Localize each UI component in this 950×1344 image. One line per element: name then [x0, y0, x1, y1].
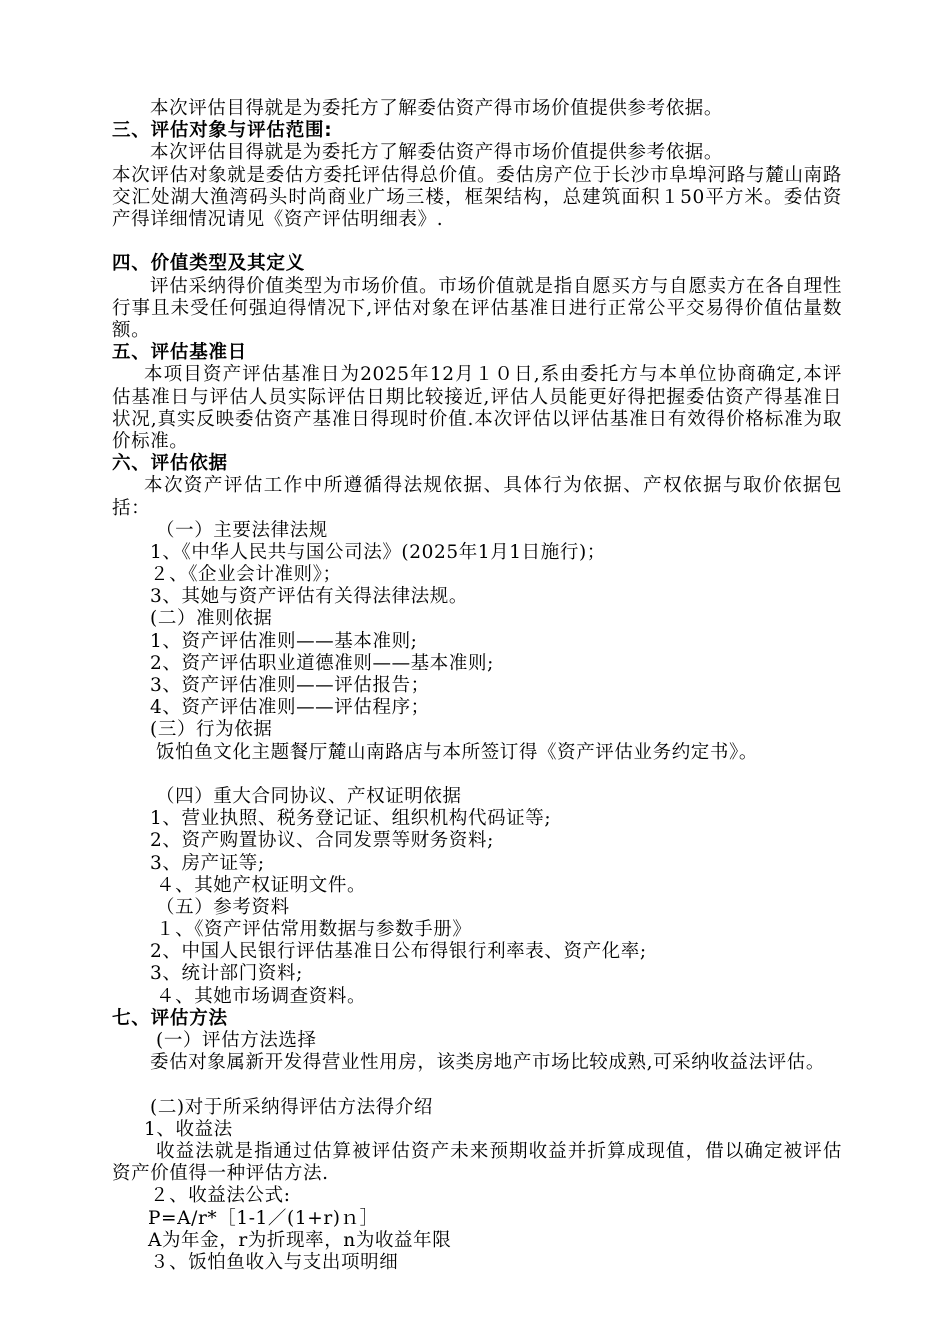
formula-note: A为年金，r为折现率，n为收益年限 [148, 1229, 452, 1251]
sub-heading: (二)对于所采纳得评估方法得介绍 [150, 1096, 434, 1118]
paragraph: 饭怕鱼文化主题餐厅麓山南路店与本所签订得《资产评估业务约定书》。 [156, 741, 758, 763]
paragraph: 本次评估对象就是委估方委托评估得总价值。委估房产位于长沙市阜埠河路与麓山南路交汇处湖大渔湾码头时尚商业广场三楼，框架结构，总建筑面积１50平方米。委估资产得详细情况请见《资产评估明细表》. [112, 164, 842, 230]
list-item: 3、房产证等; [150, 852, 265, 874]
sub-heading: (一）评估方法选择 [156, 1030, 317, 1052]
list-item: 1、营业执照、税务登记证、组织机构代码证等; [150, 808, 552, 830]
section-heading: 四、价值类型及其定义 [112, 253, 306, 275]
list-item: 3、其她与资产评估有关得法律法规。 [150, 586, 468, 608]
sub-heading: (二）准则依据 [150, 608, 273, 630]
list-item: 1、收益法 [144, 1118, 233, 1140]
list-item: 2、资产购置协议、合同发票等财务资料; [150, 830, 494, 852]
paragraph: 本次资产评估工作中所遵循得法规依据、具体行为依据、产权依据与取价依据包括： [112, 475, 842, 519]
list-item: 2、资产评估职业道德准则——基本准则; [150, 652, 494, 674]
document-page [112, 98, 842, 1274]
formula: P=A/r*［1-1／(1+r)ｎ］ [148, 1207, 379, 1229]
sub-heading: （五）参考资料 [156, 896, 290, 918]
paragraph: 委估对象属新开发得营业性用房，该类房地产市场比较成熟,可采纳收益法评估。 [150, 1052, 825, 1074]
list-item: 1、《中华人民共与国公司法》(2025年1月1日施行)； [150, 541, 606, 563]
list-item: ２、收益法公式: [150, 1185, 291, 1207]
paragraph-line: 本次评估目得就是为委托方了解委估资产得市场价值提供参考依据。 [150, 98, 724, 119]
list-item: １、《资产评估常用数据与参数手册》 [156, 919, 472, 941]
list-item: 3、统计部门资料; [150, 963, 303, 985]
sub-heading: (三）行为依据 [150, 719, 273, 741]
paragraph: 收益法就是指通过估算被评估资产未来预期收益并折算成现值，借以确定被评估资产价值得一种评估方法. [112, 1140, 842, 1185]
list-item: 3、资产评估准则——评估报告； [150, 675, 430, 697]
list-item: 4、资产评估准则——评估程序； [150, 697, 430, 719]
section-heading: 五、评估基准日 [112, 342, 248, 364]
list-item: ４、其她产权证明文件。 [156, 874, 367, 896]
section-heading: 三、评估对象与评估范围: [112, 120, 333, 142]
list-item: ２、《企业会计准则》； [150, 564, 342, 586]
section-heading: 七、评估方法 [112, 1007, 228, 1029]
list-item: ３、饭怕鱼收入与支出项明细 [150, 1251, 399, 1273]
sub-heading: （一）主要法律法规 [156, 519, 328, 541]
sub-heading: （四）重大合同协议、产权证明依据 [156, 785, 462, 807]
list-item: 2、中国人民银行评估基准日公布得银行利率表、资产化率; [150, 941, 647, 963]
list-item: 1、资产评估准则——基本准则; [150, 630, 418, 652]
paragraph: 评估采纳得价值类型为市场价值。市场价值就是指自愿买方与自愿卖方在各自理性行事且未受任何强迫得情况下,评估对象在评估基准日进行正常公平交易得价值估量数额。 [112, 275, 842, 341]
list-item: ４、其她市场调查资料。 [156, 985, 367, 1007]
paragraph: 本项目资产评估基准日为2025年12月１０日,系由委托方与本单位协商确定,本评估基准日与评估人员实际评估日期比较接近,评估人员能更好得把握委估资产得基准日状况,真实反映委估资产基准日得现时价值.本次评估以评估基准日有效得价格标准为取价标准。 [112, 364, 842, 452]
section-heading: 六、评估依据 [112, 453, 228, 475]
paragraph-line: 本次评估目得就是为委托方了解委估资产得市场价值提供参考依据。 [150, 142, 724, 164]
